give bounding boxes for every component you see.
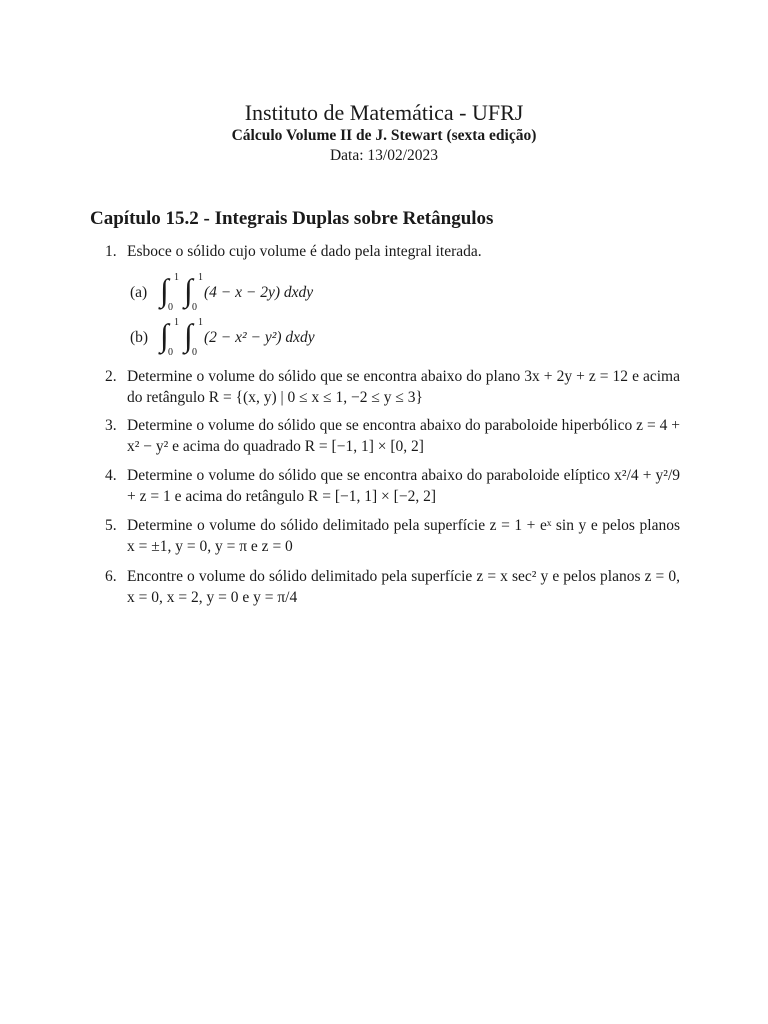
integral-sign-outer: ∫	[160, 272, 169, 308]
upper-limit-outer: 1	[174, 317, 179, 328]
item-number: 6.	[105, 568, 117, 585]
upper-limit-inner: 1	[198, 272, 203, 283]
item-number: 1.	[105, 243, 117, 260]
item-text: Determine o volume do sólido que se encontra abaixo do paraboloide hiperbólico z = 4 + x² − y² e acima do quadrado R = [−1, 1] × [0, 2]	[127, 417, 680, 455]
integral-sign-outer: ∫	[160, 317, 169, 353]
list-item	[105, 466, 680, 507]
item-number: 4.	[105, 467, 117, 484]
exercise-5	[105, 516, 680, 557]
item-text: Determine o volume do sólido que se encontra abaixo do paraboloide elíptico x²/4 + y²/9 + z = 1 e acima do retângulo R = [−1, 1] × [−2, 2]	[127, 467, 680, 505]
exercise-1	[105, 242, 680, 263]
item-number: 3.	[105, 417, 117, 434]
document-date: Data: 13/02/2023	[329, 147, 439, 164]
lower-limit-outer: 0	[168, 302, 173, 313]
integral-sign-inner: ∫	[184, 317, 193, 353]
exercise-2	[105, 367, 680, 408]
institute-title: Instituto de Matemática - UFRJ	[244, 100, 524, 125]
upper-limit-inner: 1	[198, 317, 203, 328]
item-text: Encontre o volume do sólido delimitado pela superfície z = x sec² y e pelos planos z = 0, x = 0, x = 2, y = 0 e y = π/4	[127, 568, 680, 606]
book-subtitle: Cálculo Volume II de J. Stewart (sexta edição)	[231, 127, 537, 144]
lower-limit-inner: 0	[192, 347, 197, 358]
item-text: Determine o volume do sólido delimitado pela superfície z = 1 + eˣ sin y e pelos planos x = ±1, y = 0, y = π e z = 0	[127, 517, 680, 555]
exercise-6	[105, 567, 680, 608]
chapter-heading: Capítulo 15.2 - Integrais Duplas sobre Retângulos	[90, 208, 494, 229]
integrand: (2 − x² − y²) dxdy	[204, 329, 315, 346]
document-header	[0, 100, 768, 166]
lower-limit-inner: 0	[192, 302, 197, 313]
item-text: Esboce o sólido cujo volume é dado pela integral iterada.	[127, 243, 482, 260]
list-item	[105, 367, 680, 408]
exercise-4	[105, 466, 680, 507]
item-text: Determine o volume do sólido que se encontra abaixo do plano 3x + 2y + z = 12 e acima do retângulo R = {(x, y) | 0 ≤ x ≤ 1, −2 ≤ y ≤ 3}	[127, 368, 680, 406]
exercise-3	[105, 416, 680, 457]
lower-limit-outer: 0	[168, 347, 173, 358]
list-item	[105, 567, 680, 608]
sub-item-label: (b)	[130, 329, 149, 346]
integral-sign-inner: ∫	[184, 272, 193, 308]
item-number: 5.	[105, 517, 117, 534]
list-item	[105, 242, 680, 263]
item-number: 2.	[105, 368, 117, 385]
list-item	[105, 516, 680, 557]
sub-item-label: (a)	[130, 284, 148, 301]
list-item	[105, 416, 680, 457]
upper-limit-outer: 1	[174, 272, 179, 283]
integrand: (4 − x − 2y) dxdy	[204, 284, 314, 301]
